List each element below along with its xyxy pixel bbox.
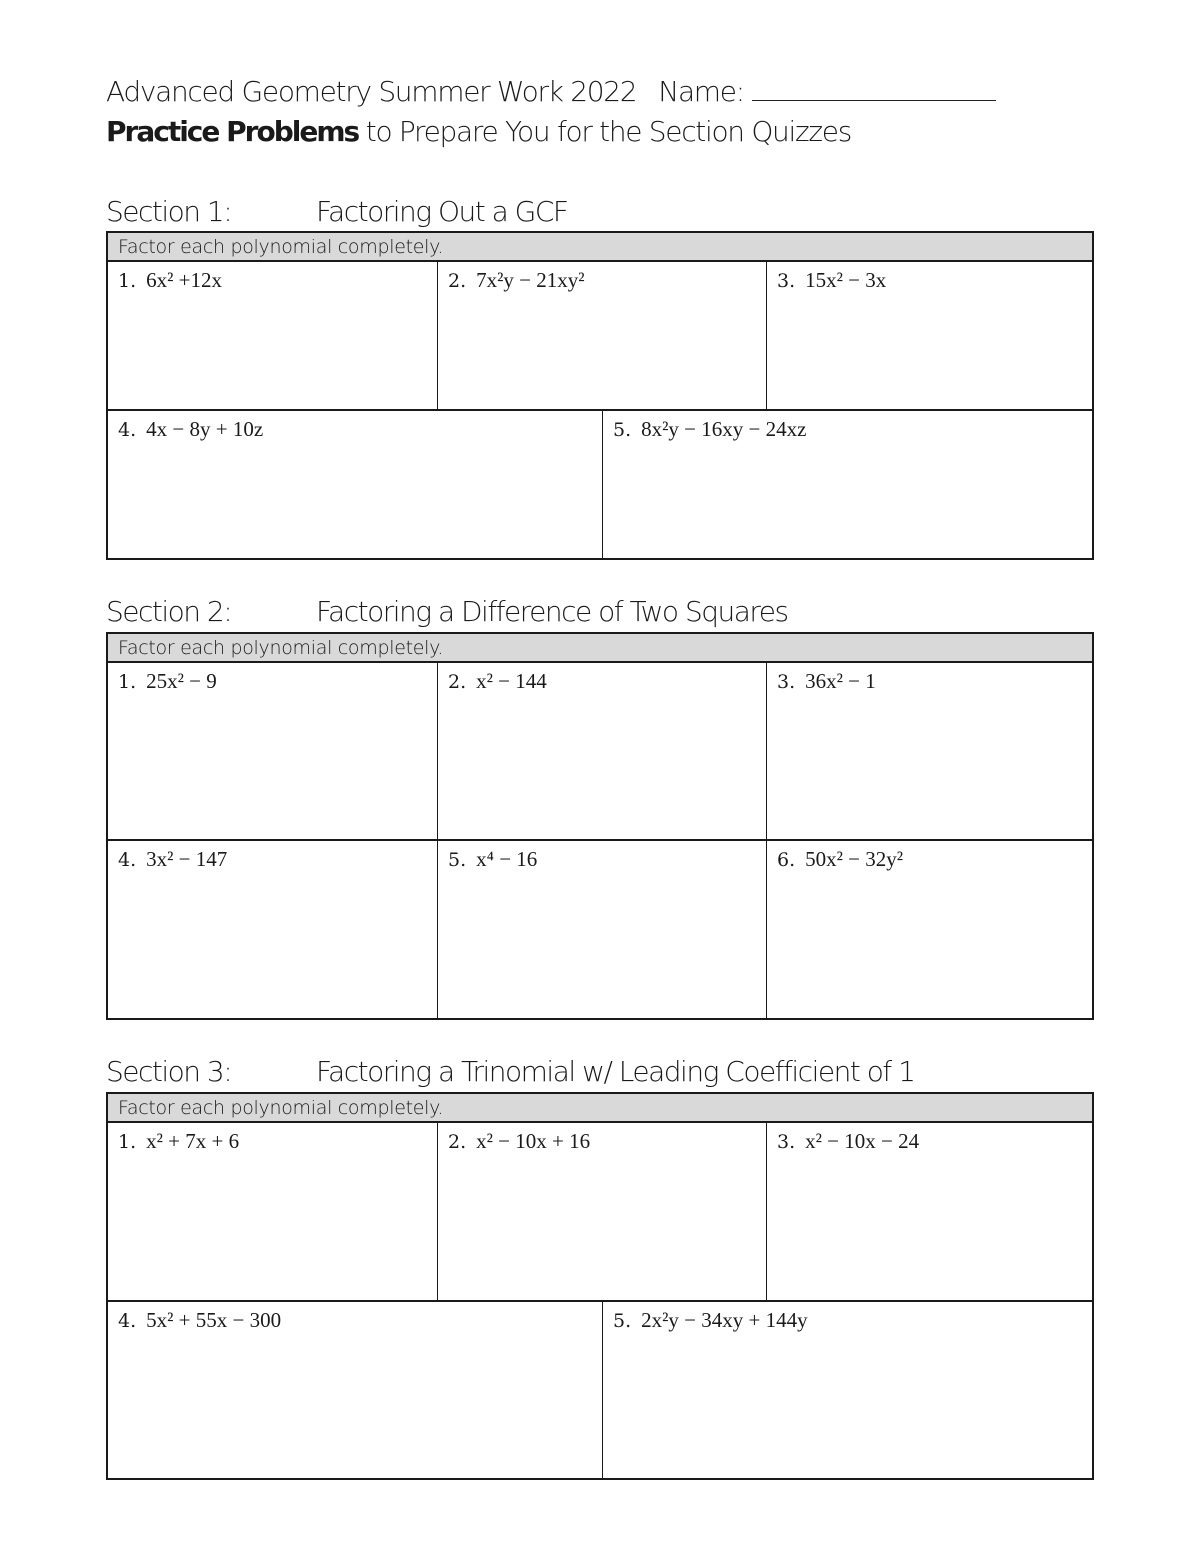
instruction-bar: Factor each polynomial completely. bbox=[108, 1094, 1092, 1123]
problem-number: 4. bbox=[118, 1310, 137, 1332]
problem-expression: 6x² +12x bbox=[146, 268, 223, 292]
name-label: Name: bbox=[658, 75, 744, 108]
problem-row bbox=[108, 262, 1092, 409]
problem-cell[interactable] bbox=[602, 411, 1092, 558]
problem-number: 5. bbox=[613, 1310, 632, 1332]
problem-expression: 25x² − 9 bbox=[146, 669, 217, 693]
problem-cell[interactable] bbox=[108, 841, 437, 1018]
problem-number: 3. bbox=[777, 270, 796, 292]
section-label: Section 2: bbox=[106, 595, 232, 628]
problem-cell[interactable] bbox=[108, 663, 437, 839]
problem-cell[interactable] bbox=[108, 411, 602, 558]
problem-expression: x⁴ − 16 bbox=[476, 847, 538, 871]
section-2-title bbox=[106, 592, 788, 632]
problem-row bbox=[108, 1123, 1092, 1300]
problem-number: 6. bbox=[777, 849, 796, 871]
problem-expression: x² − 10x − 24 bbox=[805, 1129, 920, 1153]
problem-number: 4. bbox=[118, 419, 137, 441]
worksheet-title: Advanced Geometry Summer Work 2022 bbox=[106, 75, 637, 108]
problem-row bbox=[108, 409, 1092, 558]
problem-row bbox=[108, 1300, 1092, 1478]
problem-cell[interactable] bbox=[108, 1123, 437, 1300]
problem-expression: 8x²y − 16xy − 24xz bbox=[641, 417, 807, 441]
section-3-title bbox=[106, 1052, 915, 1092]
problem-expression: x² − 10x + 16 bbox=[476, 1129, 591, 1153]
instruction-bar: Factor each polynomial completely. bbox=[108, 233, 1092, 262]
problem-number: 3. bbox=[777, 1131, 796, 1153]
problem-row bbox=[108, 839, 1092, 1018]
problem-cell[interactable] bbox=[766, 663, 1092, 839]
problem-expression: 3x² − 147 bbox=[146, 847, 228, 871]
subtitle-text: to Prepare You for the Section Quizzes bbox=[365, 115, 851, 148]
problem-number: 2. bbox=[448, 1131, 467, 1153]
problem-number: 1. bbox=[118, 270, 137, 292]
problem-number: 3. bbox=[777, 671, 796, 693]
problem-expression: 15x² − 3x bbox=[805, 268, 887, 292]
section-1-title bbox=[106, 192, 568, 232]
problem-cell[interactable] bbox=[766, 262, 1092, 409]
problem-expression: 2x²y − 34xy + 144y bbox=[641, 1308, 808, 1332]
problem-cell[interactable] bbox=[766, 841, 1092, 1018]
title-line bbox=[106, 72, 1106, 112]
subtitle-line bbox=[106, 112, 1106, 152]
section-label: Section 1: bbox=[106, 195, 232, 228]
problem-expression: 36x² − 1 bbox=[805, 669, 876, 693]
problem-number: 1. bbox=[118, 1131, 137, 1153]
problem-number: 4. bbox=[118, 849, 137, 871]
problem-cell[interactable] bbox=[437, 841, 766, 1018]
section-2-table bbox=[106, 632, 1094, 1020]
problem-number: 5. bbox=[613, 419, 632, 441]
problem-number: 1. bbox=[118, 671, 137, 693]
problem-expression: x² + 7x + 6 bbox=[146, 1129, 240, 1153]
problem-expression: 7x²y − 21xy² bbox=[476, 268, 585, 292]
problem-cell[interactable] bbox=[766, 1123, 1092, 1300]
section-topic: Factoring a Trinomial w/ Leading Coefficient of 1 bbox=[316, 1055, 915, 1088]
problem-number: 5. bbox=[448, 849, 467, 871]
problem-cell[interactable] bbox=[108, 262, 437, 409]
problem-number: 2. bbox=[448, 270, 467, 292]
problem-expression: 50x² − 32y² bbox=[805, 847, 904, 871]
problem-cell[interactable] bbox=[602, 1302, 1092, 1478]
problem-expression: 5x² + 55x − 300 bbox=[146, 1308, 282, 1332]
instruction-bar: Factor each polynomial completely. bbox=[108, 634, 1092, 663]
problem-cell[interactable] bbox=[437, 262, 766, 409]
practice-problems-label: Practice Problems bbox=[106, 115, 359, 148]
section-3-table bbox=[106, 1092, 1094, 1480]
problem-cell[interactable] bbox=[108, 1302, 602, 1478]
problem-number: 2. bbox=[448, 671, 467, 693]
worksheet-header bbox=[106, 72, 1106, 152]
problem-cell[interactable] bbox=[437, 663, 766, 839]
problem-expression: 4x − 8y + 10z bbox=[146, 417, 264, 441]
problem-row bbox=[108, 663, 1092, 839]
problem-cell[interactable] bbox=[437, 1123, 766, 1300]
problem-expression: x² − 144 bbox=[476, 669, 547, 693]
name-blank-line[interactable] bbox=[752, 78, 996, 101]
section-label: Section 3: bbox=[106, 1055, 232, 1088]
section-1-table bbox=[106, 231, 1094, 560]
section-topic: Factoring a Difference of Two Squares bbox=[316, 595, 788, 628]
section-topic: Factoring Out a GCF bbox=[316, 195, 568, 228]
